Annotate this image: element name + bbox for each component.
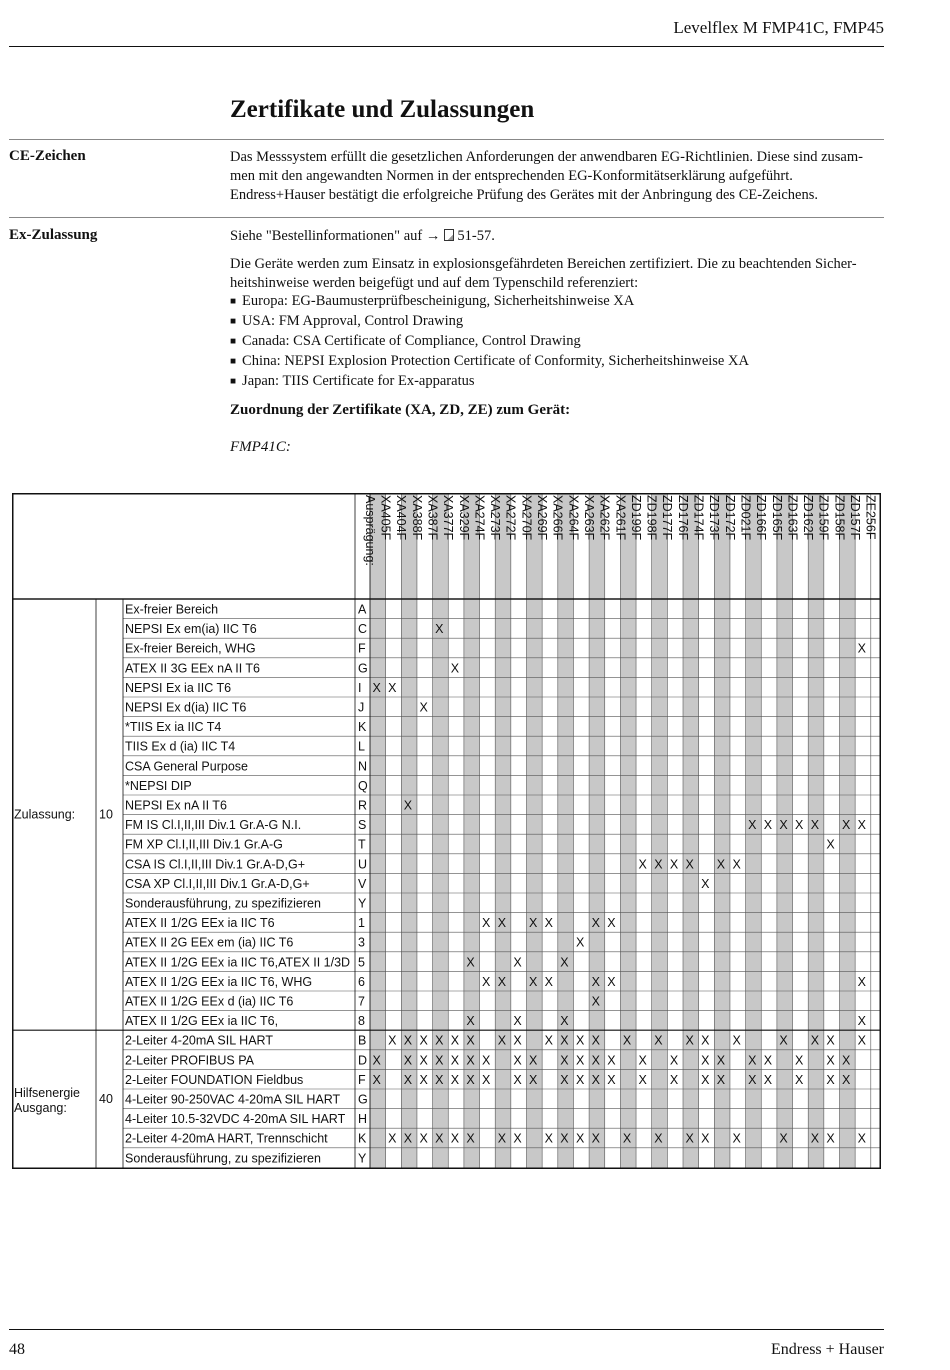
- option-code: U: [358, 857, 368, 872]
- column-header: ZD021F: [738, 495, 753, 541]
- auspraegung-header: Ausprägung:: [363, 495, 377, 566]
- option-code: 3: [358, 935, 365, 950]
- column-header: XA262F: [597, 495, 612, 541]
- ex-intro-line: Die Geräte werden zum Einsatz in explosionsgefährdeten Bereichen zertifiziert. Die zu beachtenden Sicher-: [230, 256, 857, 272]
- cert-mark: X: [810, 1033, 820, 1048]
- cert-mark: X: [419, 1033, 428, 1048]
- group-code: 10: [99, 807, 113, 822]
- row-description: ATEX II 1/2G EEx ia IIC T6,: [125, 1014, 279, 1029]
- cert-mark: X: [654, 857, 663, 872]
- cert-mark: X: [654, 1033, 663, 1048]
- cert-mark: X: [482, 1072, 491, 1087]
- cert-mark: X: [669, 1053, 679, 1068]
- cert-mark: X: [591, 994, 600, 1009]
- cert-mark: X: [513, 1014, 522, 1029]
- cert-mark: X: [842, 1072, 851, 1087]
- row-description: NEPSI Ex ia IIC T6: [125, 680, 232, 695]
- row-description: NEPSI Ex em(ia) IIC T6: [125, 622, 257, 637]
- cert-mark: X: [450, 1053, 460, 1068]
- cert-mark: X: [716, 857, 726, 872]
- cert-mark: X: [795, 818, 804, 833]
- cert-mark: X: [732, 1033, 741, 1048]
- cert-mark: X: [607, 916, 616, 931]
- cert-mark: X: [544, 1131, 553, 1146]
- page-title: Zertifikate und Zulassungen: [230, 96, 535, 123]
- cert-mark: X: [419, 1053, 428, 1068]
- cert-mark: X: [435, 1033, 444, 1048]
- cert-mark: X: [529, 1072, 538, 1087]
- column-header: ZD173F: [707, 495, 722, 541]
- page-number: 48: [9, 1341, 25, 1358]
- column-header: XA377F: [441, 495, 456, 541]
- option-code: F: [358, 1072, 366, 1087]
- cert-mark: X: [826, 1053, 835, 1068]
- option-code: 7: [358, 994, 365, 1009]
- column-header: XA270F: [519, 495, 534, 541]
- cert-mark: X: [842, 818, 851, 833]
- cert-mark: X: [607, 974, 616, 989]
- option-code: J: [358, 700, 365, 715]
- cert-mark: X: [748, 1072, 757, 1087]
- shaded-column: [714, 493, 730, 1169]
- option-code: T: [358, 837, 366, 852]
- cert-mark: X: [669, 857, 679, 872]
- column-header: ZD176F: [675, 495, 690, 541]
- cert-mark: X: [419, 1131, 428, 1146]
- cert-mark: X: [779, 1033, 788, 1048]
- ex-section-label: Ex-Zulassung: [9, 227, 98, 243]
- cert-mark: X: [810, 818, 820, 833]
- cert-mark: X: [388, 680, 397, 695]
- column-header: ZD199F: [628, 495, 643, 541]
- cert-mark: X: [638, 857, 647, 872]
- footer-brand: Endress + Hauser: [771, 1341, 884, 1358]
- cert-mark: X: [622, 1131, 632, 1146]
- cert-mark: X: [435, 1131, 444, 1146]
- option-code: D: [358, 1053, 368, 1068]
- cert-mark: X: [513, 1131, 522, 1146]
- cert-mark: X: [591, 1072, 600, 1087]
- cert-mark: X: [560, 1014, 569, 1029]
- ce-text-line: men mit den angewandten Normen in der entsprechenden EG-Konformitätserklärung aufgeführt.: [230, 168, 793, 184]
- column-header: XA405F: [378, 495, 393, 541]
- row-description: *NEPSI DIP: [125, 778, 192, 793]
- ce-text-line: Das Messsystem erfüllt die gesetzlichen Anforderungen der anwendbaren EG-Richtlinien. Diese sind zusam-: [230, 149, 863, 165]
- cert-mark: X: [466, 1053, 475, 1068]
- footer-rule: [9, 1329, 884, 1330]
- cert-mark: X: [372, 1072, 381, 1087]
- cert-mark: X: [826, 1033, 835, 1048]
- cert-mark: X: [529, 974, 538, 989]
- row-description: CSA XP Cl.I,II,III Div.1 Gr.A-D,G+: [125, 876, 310, 891]
- cert-mark: X: [388, 1131, 397, 1146]
- cert-mark: X: [560, 1072, 569, 1087]
- cert-mark: X: [403, 1053, 413, 1068]
- cert-mark: X: [435, 1053, 444, 1068]
- cert-mark: X: [857, 818, 866, 833]
- cert-mark: X: [701, 1033, 710, 1048]
- row-description: 2-Leiter 4-20mA SIL HART: [125, 1033, 273, 1048]
- option-code: I: [358, 680, 362, 695]
- row-description: ATEX II 1/2G EEx ia IIC T6,ATEX II 1/3D: [125, 955, 351, 970]
- column-header: ZD172F: [722, 495, 737, 541]
- column-header: ZD166F: [754, 495, 769, 541]
- cert-mark: X: [748, 1053, 757, 1068]
- cert-mark: X: [529, 1053, 538, 1068]
- cert-mark: X: [622, 1033, 632, 1048]
- option-code: K: [358, 1131, 367, 1146]
- bullet-item: ■ USA: FM Approval, Control Drawing: [230, 312, 880, 332]
- cert-mark: X: [450, 1072, 460, 1087]
- cert-mark: X: [591, 1131, 600, 1146]
- row-description: 2-Leiter PROFIBUS PA: [125, 1053, 254, 1068]
- option-code: 6: [358, 974, 365, 989]
- header-product-title: Levelflex M FMP41C, FMP45: [673, 18, 884, 37]
- option-code: R: [358, 798, 368, 813]
- option-code: L: [358, 739, 365, 754]
- cert-mark: X: [575, 1033, 585, 1048]
- cert-mark: X: [763, 818, 773, 833]
- cert-mark: X: [826, 1131, 835, 1146]
- cert-mark: X: [372, 680, 381, 695]
- bullet-item: ■ Europa: EG-Baumusterprüfbescheinigung, Sicherheitshinweise XA: [230, 292, 880, 312]
- cert-mark: X: [560, 955, 569, 970]
- cert-mark: X: [701, 1053, 710, 1068]
- option-code: G: [358, 661, 368, 676]
- cert-mark: X: [638, 1053, 647, 1068]
- row-description: ATEX II 2G EEx em (ia) IIC T6: [125, 935, 294, 950]
- column-header: XA273F: [488, 495, 503, 541]
- cert-mark: X: [826, 1072, 835, 1087]
- row-description: ATEX II 1/2G EEx ia IIC T6, WHG: [125, 974, 313, 989]
- column-header: XA264F: [566, 495, 581, 541]
- row-description: 4-Leiter 10.5-32VDC 4-20mA SIL HART: [125, 1112, 346, 1127]
- option-code: K: [358, 720, 367, 735]
- cert-mark: X: [591, 974, 600, 989]
- cert-mark: X: [482, 1053, 491, 1068]
- cert-mark: X: [575, 1131, 585, 1146]
- cert-mark: X: [857, 1033, 866, 1048]
- cert-mark: X: [795, 1072, 804, 1087]
- row-description: 2-Leiter 4-20mA HART, Trennschicht: [125, 1131, 328, 1146]
- column-header: XA263F: [581, 495, 596, 541]
- row-description: NEPSI Ex d(ia) IIC T6: [125, 700, 247, 715]
- bullet-item: ■ Canada: CSA Certificate of Compliance, Control Drawing: [230, 332, 880, 352]
- cert-mark: X: [779, 1131, 788, 1146]
- option-code: Y: [358, 1151, 367, 1166]
- column-header: ZD162F: [801, 495, 816, 541]
- cert-mark: X: [497, 974, 507, 989]
- cert-mark: X: [403, 1033, 413, 1048]
- certificate-table: [12, 493, 881, 1169]
- shaded-column: [495, 493, 511, 1169]
- cert-mark: X: [716, 1072, 726, 1087]
- column-header: XA329F: [456, 495, 471, 541]
- row-description: FM XP Cl.I,II,III Div.1 Gr.A-G: [125, 837, 283, 852]
- cert-mark: X: [826, 837, 835, 852]
- cert-mark: X: [419, 700, 428, 715]
- cert-mark: X: [607, 1053, 616, 1068]
- option-code: 1: [358, 916, 365, 931]
- shaded-column: [620, 493, 636, 1169]
- cert-mark: X: [607, 1072, 616, 1087]
- option-code: N: [358, 759, 368, 774]
- cert-mark: X: [450, 661, 460, 676]
- group-code: 40: [99, 1091, 113, 1106]
- cert-mark: X: [560, 1131, 569, 1146]
- cert-mark: X: [497, 1033, 507, 1048]
- option-code: C: [358, 622, 368, 637]
- cert-mark: X: [701, 876, 710, 891]
- cert-mark: X: [732, 857, 741, 872]
- cert-mark: X: [669, 1072, 679, 1087]
- group-label: Ausgang:: [14, 1100, 67, 1115]
- cert-mark: X: [591, 1033, 600, 1048]
- cert-mark: X: [466, 1014, 475, 1029]
- cert-mark: X: [763, 1053, 773, 1068]
- column-header: ZD165F: [769, 495, 784, 541]
- row-description: *TIIS Ex ia IIC T4: [125, 720, 222, 735]
- shaded-column: [370, 493, 386, 1169]
- ex-reference: [230, 227, 880, 246]
- ce-section-text: [230, 148, 880, 205]
- cert-mark: X: [638, 1072, 647, 1087]
- cert-mark: X: [575, 935, 585, 950]
- cert-mark: X: [529, 916, 538, 931]
- cert-mark: X: [544, 974, 553, 989]
- shaded-column: [589, 493, 605, 1169]
- cert-mark: X: [403, 1131, 413, 1146]
- row-description: Ex-freier Bereich, WHG: [125, 641, 256, 656]
- cert-mark: X: [560, 1053, 569, 1068]
- cert-mark: X: [403, 1072, 413, 1087]
- cert-mark: X: [497, 1131, 507, 1146]
- certificate-bullet-list: [230, 292, 880, 392]
- column-header: XA388F: [409, 495, 424, 541]
- shaded-column: [464, 493, 480, 1169]
- ex-reference-prefix: Siehe "Bestellinformationen" auf: [230, 228, 423, 244]
- cert-mark: X: [857, 1131, 866, 1146]
- cert-mark: X: [779, 818, 788, 833]
- cert-mark: X: [575, 1053, 585, 1068]
- cert-mark: X: [372, 1053, 381, 1068]
- option-code: F: [358, 641, 366, 656]
- option-code: S: [358, 818, 367, 833]
- cert-mark: X: [591, 916, 600, 931]
- group-label: Hilfsenergie: [14, 1085, 81, 1100]
- ex-intro-line: heitshinweise werden beigefügt und auf dem Typenschild referenziert:: [230, 275, 639, 291]
- option-code: H: [358, 1112, 368, 1127]
- column-header: XA404F: [394, 495, 409, 541]
- cert-mark: X: [544, 916, 553, 931]
- assignment-heading: Zuordnung der Zertifikate (XA, ZD, ZE) zum Gerät:: [230, 402, 571, 418]
- cert-mark: X: [513, 1053, 522, 1068]
- option-code: Y: [358, 896, 367, 911]
- cert-mark: X: [435, 622, 444, 637]
- row-description: CSA General Purpose: [125, 759, 248, 774]
- cert-mark: X: [513, 1033, 522, 1048]
- cert-mark: X: [497, 916, 507, 931]
- option-code: 8: [358, 1014, 365, 1029]
- cert-mark: X: [466, 1131, 475, 1146]
- column-header: XA261F: [613, 495, 628, 541]
- shaded-column: [558, 493, 574, 1169]
- cert-mark: X: [748, 818, 757, 833]
- shaded-column: [401, 493, 417, 1169]
- cert-mark: X: [763, 1072, 773, 1087]
- cert-mark: X: [857, 641, 866, 656]
- option-code: Q: [358, 778, 368, 793]
- column-header: ZD157F: [848, 495, 862, 541]
- cert-mark: X: [466, 955, 475, 970]
- cert-mark: X: [560, 1033, 569, 1048]
- cert-mark: X: [466, 1072, 475, 1087]
- row-description: FM IS Cl.I,II,III Div.1 Gr.A-G N.I.: [125, 818, 302, 833]
- cert-mark: X: [716, 1053, 726, 1068]
- column-header: ZD174F: [691, 495, 706, 541]
- option-code: 5: [358, 955, 365, 970]
- option-code: A: [358, 602, 367, 617]
- ce-section-label: CE-Zeichen: [9, 148, 86, 164]
- cert-mark: X: [482, 916, 491, 931]
- cert-mark: X: [544, 1033, 553, 1048]
- cert-mark: X: [842, 1053, 851, 1068]
- option-code: G: [358, 1092, 368, 1107]
- row-description: ATEX II 1/2G EEx ia IIC T6: [125, 916, 275, 931]
- header-rule: [9, 46, 884, 47]
- row-description: Ex-freier Bereich: [125, 602, 219, 617]
- row-description: ATEX II 1/2G EEx d (ia) IIC T6: [125, 994, 294, 1009]
- group-label: Zulassung:: [14, 807, 76, 822]
- ex-reference-pages: 51-57.: [457, 228, 495, 244]
- cert-mark: X: [513, 955, 522, 970]
- cert-mark: X: [685, 1131, 694, 1146]
- column-header: ZD159F: [816, 495, 831, 541]
- cert-mark: X: [685, 1033, 694, 1048]
- column-header: ZD198F: [644, 495, 659, 541]
- cert-mark: X: [701, 1131, 710, 1146]
- row-description: ATEX II 3G EEx nA II T6: [125, 661, 261, 676]
- shaded-column: [433, 493, 449, 1169]
- row-description: 2-Leiter FOUNDATION Fieldbus: [125, 1072, 304, 1087]
- cert-mark: X: [450, 1033, 460, 1048]
- option-code: V: [358, 876, 367, 891]
- cert-mark: X: [685, 857, 694, 872]
- shaded-column: [683, 493, 699, 1169]
- cert-mark: X: [857, 1014, 866, 1029]
- column-header: ZD177F: [660, 495, 675, 541]
- cert-mark: X: [450, 1131, 460, 1146]
- section-rule: [9, 139, 884, 140]
- cert-mark: X: [435, 1072, 444, 1087]
- row-description: TIIS Ex d (ia) IIC T4: [125, 739, 236, 754]
- shaded-column: [527, 493, 543, 1169]
- column-header: XA274F: [472, 495, 487, 541]
- page-reference-icon: [444, 229, 454, 241]
- row-description: Sonderausführung, zu spezifizieren: [125, 1151, 321, 1166]
- column-header: XA266F: [550, 495, 565, 541]
- bullet-item: ■ Japan: TIIS Certificate for Ex-apparatus: [230, 372, 880, 392]
- column-header: ZD163F: [785, 495, 800, 541]
- cert-mark: X: [419, 1072, 428, 1087]
- model-label: FMP41C:: [230, 439, 291, 455]
- cert-mark: X: [513, 1072, 522, 1087]
- shaded-column: [652, 493, 668, 1169]
- column-header: ZE256F: [863, 495, 878, 540]
- option-code: B: [358, 1033, 367, 1048]
- cert-mark: X: [654, 1131, 663, 1146]
- cert-mark: X: [388, 1033, 397, 1048]
- column-header: XA272F: [503, 495, 518, 541]
- row-description: CSA IS Cl.I,II,III Div.1 Gr.A-D,G+: [125, 857, 306, 872]
- row-description: Sonderausführung, zu spezifizieren: [125, 896, 321, 911]
- column-header: ZD158F: [832, 495, 847, 541]
- cert-mark: X: [482, 974, 491, 989]
- row-description: NEPSI Ex nA II T6: [125, 798, 227, 813]
- section-rule: [9, 217, 884, 218]
- cert-mark: X: [575, 1072, 585, 1087]
- arrow-icon: →: [425, 228, 441, 244]
- cert-mark: X: [857, 974, 866, 989]
- cert-mark: X: [403, 798, 413, 813]
- cert-mark: X: [701, 1072, 710, 1087]
- cert-mark: X: [732, 1131, 741, 1146]
- cert-mark: X: [466, 1033, 475, 1048]
- bullet-item: ■ China: NEPSI Explosion Protection Certificate of Conformity, Sicherheitshinweise XA: [230, 352, 880, 372]
- ce-text-line: Endress+Hauser bestätigt die erfolgreiche Prüfung des Gerätes mit der Anbringung des CE-Zeichens.: [230, 187, 819, 203]
- ex-intro: [230, 255, 880, 293]
- column-header: XA387F: [425, 495, 440, 541]
- cert-mark: X: [591, 1053, 600, 1068]
- cert-mark: X: [810, 1131, 820, 1146]
- row-description: 4-Leiter 90-250VAC 4-20mA SIL HART: [125, 1092, 341, 1107]
- column-header: XA269F: [535, 495, 549, 541]
- cert-mark: X: [795, 1053, 804, 1068]
